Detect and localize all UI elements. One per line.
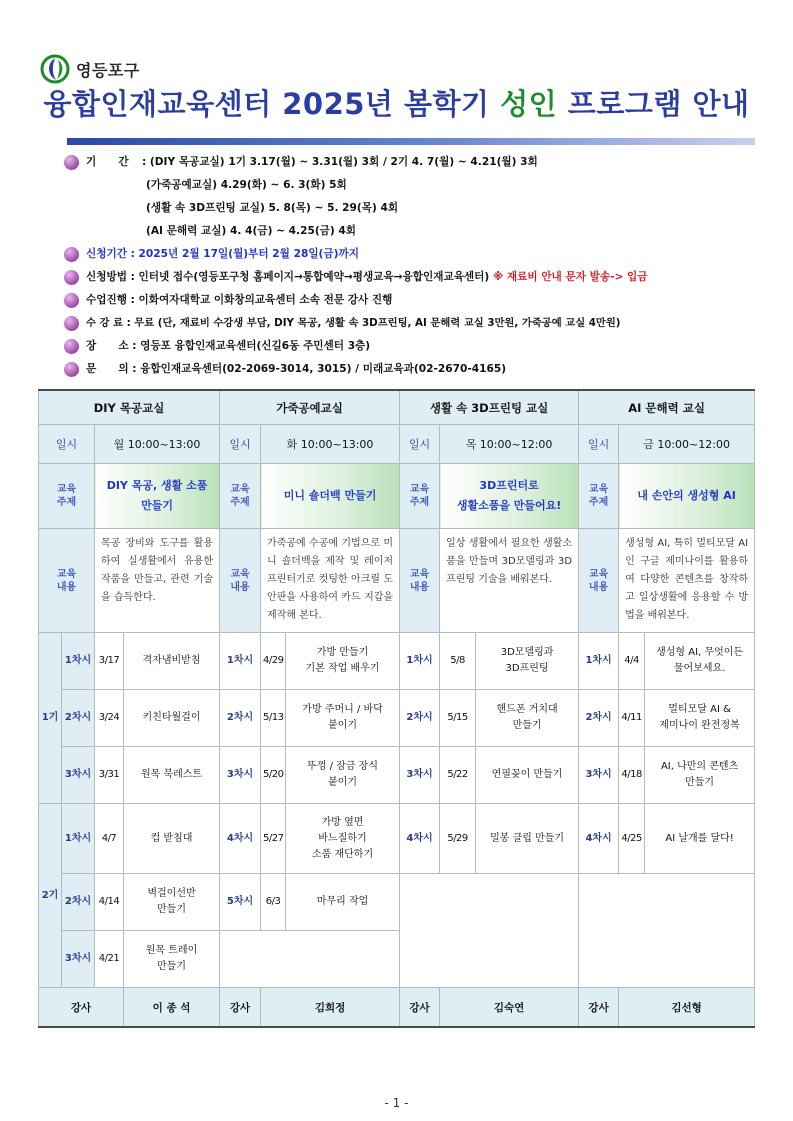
session-date: 4/25 [619, 804, 645, 874]
session-title: 생성형 AI, 무엇이든 물어보세요. [645, 633, 755, 690]
session-number: 1차시 [579, 633, 619, 690]
program-name: AI 문해력 교실 [579, 390, 755, 425]
topic-row [39, 464, 755, 529]
session-date: 5/27 [261, 804, 286, 874]
session-number: 3차시 [220, 747, 261, 804]
session-date: 6/3 [261, 874, 286, 931]
info-place [64, 339, 764, 362]
title-highlight: 성인 [500, 87, 558, 121]
time-value: 금 10:00~12:00 [619, 425, 755, 464]
session-number: 3차시 [579, 747, 619, 804]
title-suffix: 프로그램 안내 [557, 87, 750, 121]
page-number: - 1 - [384, 1096, 409, 1110]
info-contact [64, 362, 764, 385]
session-date: 5/13 [261, 690, 286, 747]
desc-value: 가죽공예 수공예 기법으로 미니 숄더백을 제작 및 레이저 프린터기로 컷팅한 아크릴 도안판을 사용하여 카드 지갑을 제작해 본다. [261, 529, 400, 633]
session-number: 2차시 [62, 690, 95, 747]
apply-period-text: 신청기간 : 2025년 2월 17일(월)부터 2월 28일(금)까지 [86, 248, 359, 260]
time-label: 일시 [579, 425, 619, 464]
session-number: 3차시 [62, 747, 95, 804]
info-operation [64, 293, 764, 316]
topic-value: 내 손안의 생성형 AI [619, 464, 755, 529]
topic-value: 미니 숄더백 만들기 [261, 464, 400, 529]
session-number: 4차시 [579, 804, 619, 874]
time-label: 일시 [400, 425, 440, 464]
time-value: 목 10:00~12:00 [440, 425, 579, 464]
bullet-icon [64, 270, 79, 285]
program-header-row [39, 390, 755, 425]
instructor-name: 김희정 [261, 988, 400, 1028]
session-title: AI, 나만의 콘텐츠 만들기 [645, 747, 755, 804]
place-text: 장 소 : 영등포 융합인재교육센터(신길6동 주민센터 3층) [86, 340, 371, 352]
logo-text: 영등포구 [76, 60, 140, 80]
session-number: 1차시 [62, 633, 95, 690]
table-row [39, 690, 755, 747]
session-title: 키친타월걸이 [124, 690, 220, 747]
session-title: 원목 트레이 만들기 [124, 931, 220, 988]
session-date: 4/18 [619, 747, 645, 804]
info-section [64, 155, 764, 385]
session-date: 5/20 [261, 747, 286, 804]
session-date: 3/24 [95, 690, 124, 747]
desc-label: 교육 내용 [579, 529, 619, 633]
table-row [39, 804, 755, 874]
topic-value: DIY 목공, 생활 소품 만들기 [95, 464, 220, 529]
operation-text: 수업진행 : 이화여자대학교 이화창의교육센터 소속 전문 강사 진행 [86, 294, 393, 306]
info-apply-period [64, 247, 764, 270]
empty-cell [220, 931, 400, 988]
topic-value: 3D프린터로 생활소품을 만들어요! [440, 464, 579, 529]
session-title: 3D모델링과 3D프린팅 [476, 633, 579, 690]
group-label: 2기 [39, 804, 62, 988]
session-number: 1차시 [62, 804, 95, 874]
session-title: 가방 만들기 기본 작업 배우기 [286, 633, 400, 690]
empty-cell [400, 874, 579, 988]
session-date: 5/22 [440, 747, 476, 804]
session-date: 5/29 [440, 804, 476, 874]
session-date: 3/31 [95, 747, 124, 804]
empty-cell [579, 874, 755, 988]
session-date: 4/14 [95, 874, 124, 931]
program-name: 생활 속 3D프린팅 교실 [400, 390, 579, 425]
topic-label: 교육 주제 [220, 464, 261, 529]
bullet-icon [64, 293, 79, 308]
instructor-label: 강사 [39, 988, 124, 1028]
program-name: DIY 목공교실 [39, 390, 220, 425]
bullet-icon [64, 339, 79, 354]
fee-text: 수 강 료 : 무료 (단, 재료비 수강생 부담, DIY 목공, 생활 속 3D프린팅, AI 문해력 교실 3만원, 가죽공예 교실 4만원) [86, 317, 621, 329]
info-period [64, 155, 764, 178]
page-title [0, 82, 793, 123]
table-row [39, 874, 755, 931]
instructor-label: 강사 [220, 988, 261, 1028]
session-number: 3차시 [62, 931, 95, 988]
district-emblem-icon [40, 54, 70, 84]
period-line: (생활 속 3D프린팅 교실) 5. 8(목) ~ 5. 29(목) 4회 [146, 202, 399, 214]
time-value: 월 10:00~13:00 [95, 425, 220, 464]
time-value: 화 10:00~13:00 [261, 425, 400, 464]
desc-value: 일상 생활에서 필요한 생활소품을 만들며 3D모델링과 3D프린팅 기술을 배워본다. [440, 529, 579, 633]
desc-label: 교육 내용 [220, 529, 261, 633]
session-title: AI 날개를 달다! [645, 804, 755, 874]
info-fee [64, 316, 764, 339]
topic-label: 교육 주제 [39, 464, 95, 529]
session-date: 4/4 [619, 633, 645, 690]
title-prefix: 융합인재교육센터 2025년 봄학기 [43, 87, 501, 121]
time-label: 일시 [220, 425, 261, 464]
session-number: 2차시 [579, 690, 619, 747]
session-title: 핸드폰 거치대 만들기 [476, 690, 579, 747]
desc-row [39, 529, 755, 633]
apply-method-text: 신청방법 : 인터넷 접수(영등포구청 홈페이지→통합예약→평생교육→융합인재교육센터) [86, 271, 490, 283]
session-title: 밀봉 클립 만들기 [476, 804, 579, 874]
period-line: : (DIY 목공교실) 1기 3.17(월) ~ 3.31(월) 3회 / 2기 4. 7(월) ~ 4.21(월) 3회 [142, 156, 538, 168]
period-line: (가죽공예교실) 4.29(화) ~ 6. 3(화) 5회 [146, 179, 347, 191]
time-row [39, 425, 755, 464]
bullet-icon [64, 247, 79, 262]
bullet-icon [64, 155, 79, 170]
topic-label: 교육 주제 [400, 464, 440, 529]
session-number: 2차시 [400, 690, 440, 747]
session-date: 5/15 [440, 690, 476, 747]
table-row [39, 747, 755, 804]
session-date: 4/21 [95, 931, 124, 988]
session-date: 4/7 [95, 804, 124, 874]
session-date: 4/29 [261, 633, 286, 690]
session-title: 벽걸이선반 만들기 [124, 874, 220, 931]
info-apply-method [64, 270, 764, 293]
instructor-name: 김선형 [619, 988, 755, 1028]
instructor-label: 강사 [400, 988, 440, 1028]
session-title: 컵 받침대 [124, 804, 220, 874]
table-row [39, 633, 755, 690]
contact-text: 문 의 : 융합인재교육센터(02-2069-3014, 3015) / 미래교육과(02-2670-4165) [86, 363, 507, 375]
session-number: 2차시 [220, 690, 261, 747]
session-number: 4차시 [400, 804, 440, 874]
session-date: 3/17 [95, 633, 124, 690]
district-logo [40, 54, 140, 84]
session-title: 마무리 작업 [286, 874, 400, 931]
instructor-row [39, 988, 755, 1028]
instructor-name: 김숙연 [440, 988, 579, 1028]
title-underline [67, 138, 755, 145]
time-label: 일시 [39, 425, 95, 464]
session-title: 격자냄비받침 [124, 633, 220, 690]
schedule-table [38, 389, 755, 1028]
session-number: 1차시 [400, 633, 440, 690]
desc-value: 생성형 AI, 특히 멀티모달 AI인 구글 제미나이를 활용하여 다양한 콘텐츠를 창작하고 일상생활에 응용할 수 방법을 배워본다. [619, 529, 755, 633]
desc-value: 목공 장비와 도구를 활용하여 실생활에서 유용한 작품을 만들고, 관련 기술을 습득한다. [95, 529, 220, 633]
session-number: 5차시 [220, 874, 261, 931]
topic-label: 교육 주제 [579, 464, 619, 529]
session-title: 멀티모달 AI & 제미나이 완전정복 [645, 690, 755, 747]
bullet-icon [64, 362, 79, 377]
session-title: 가방 옆면 바느질하기 소품 재단하기 [286, 804, 400, 874]
session-number: 2차시 [62, 874, 95, 931]
session-number: 4차시 [220, 804, 261, 874]
session-title: 뚜껑 / 잠금 장식 붙이기 [286, 747, 400, 804]
session-title: 연필꽂이 만들기 [476, 747, 579, 804]
session-title: 원목 북레스트 [124, 747, 220, 804]
session-number: 1차시 [220, 633, 261, 690]
program-name: 가죽공예교실 [220, 390, 400, 425]
instructor-name: 이 종 석 [124, 988, 220, 1028]
period-line: (AI 문해력 교실) 4. 4(금) ~ 4.25(금) 4회 [146, 225, 357, 237]
desc-label: 교육 내용 [400, 529, 440, 633]
bullet-icon [64, 316, 79, 331]
session-date: 5/8 [440, 633, 476, 690]
session-title: 가방 주머니 / 바닥 붙이기 [286, 690, 400, 747]
desc-label: 교육 내용 [39, 529, 95, 633]
group-label: 1기 [39, 633, 62, 804]
session-date: 4/11 [619, 690, 645, 747]
period-label: 기 간 [86, 156, 129, 168]
apply-note: ※ 재료비 안내 문자 발송-> 입금 [489, 271, 648, 283]
session-number: 3차시 [400, 747, 440, 804]
instructor-label: 강사 [579, 988, 619, 1028]
